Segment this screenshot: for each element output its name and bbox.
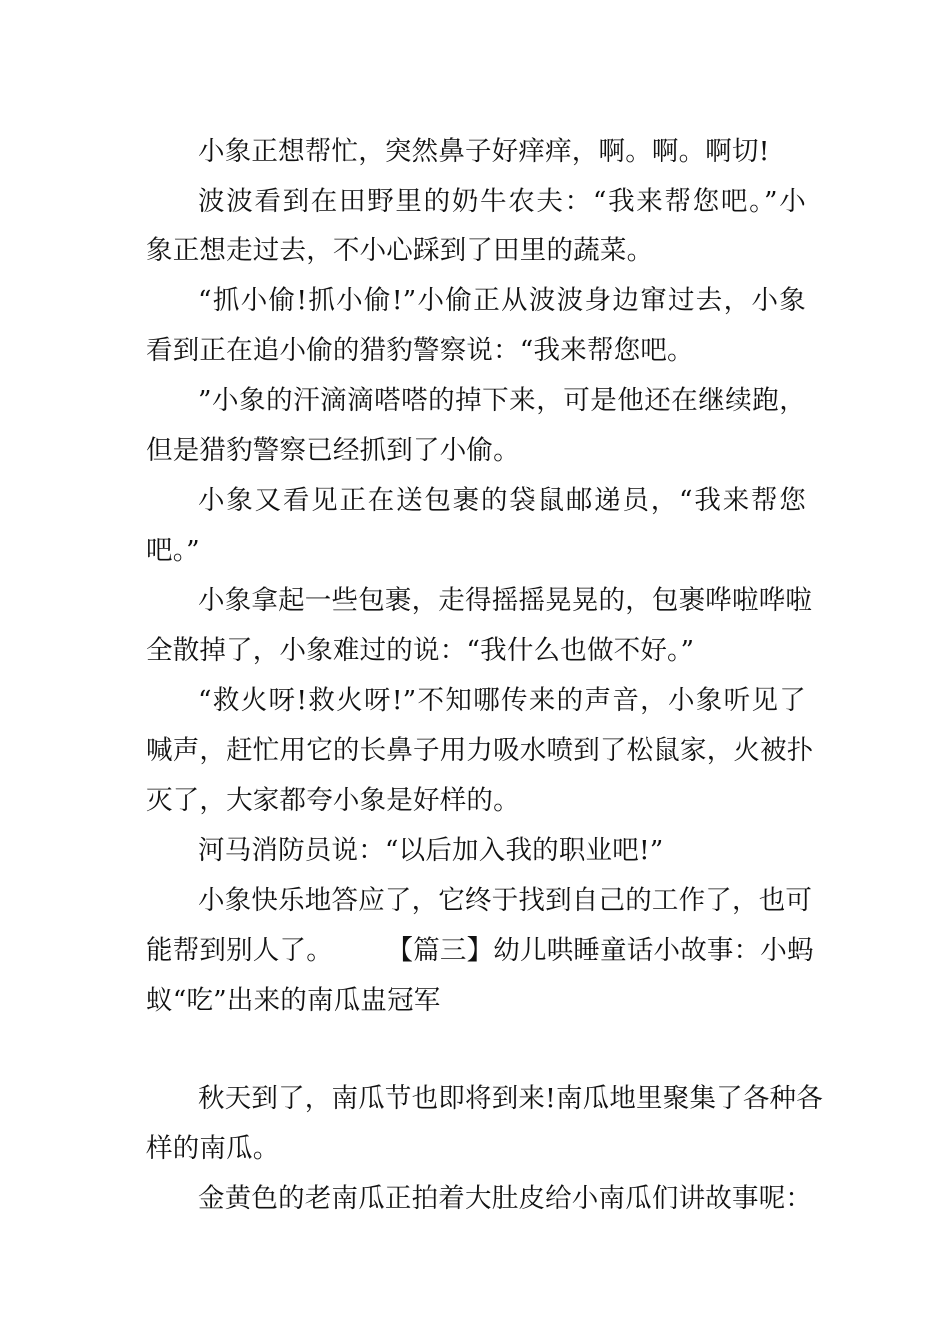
text-line: ”小象的汗滴滴嗒嗒的掉下来，可是他还在继续跑， xyxy=(198,385,806,416)
text-line: 小象拿起一些包裹，走得摇摇晃晃的，包裹哗啦哗啦 xyxy=(198,585,813,616)
text-line: “抓小偷!抓小偷!”小偷正从波波身边窜过去，小象 xyxy=(198,285,806,316)
text-line: 小象正想帮忙，突然鼻子好痒痒，啊。啊。啊切! xyxy=(198,136,770,167)
text-line: 灭了，大家都夸小象是好样的。 xyxy=(146,785,520,816)
text-line: 但是猎豹警察已经抓到了小偷。 xyxy=(146,435,520,466)
text-line: 秋天到了，南瓜节也即将到来!南瓜地里聚集了各种各 xyxy=(198,1083,823,1114)
text-line: “救火呀!救火呀!”不知哪传来的声音，小象听见了 xyxy=(198,685,806,716)
text-line: 小象又看见正在送包裹的袋鼠邮递员，“我来帮您 xyxy=(198,485,806,516)
text-line: 波波看到在田野里的奶牛农夫：“我来帮您吧。”小 xyxy=(198,186,806,217)
text-line: 看到正在追小偷的猎豹警察说：“我来帮您吧。 xyxy=(146,335,694,366)
text-line: 能帮到别人了。 【篇三】幼儿哄睡童话小故事：小蚂 xyxy=(146,935,814,966)
text-line: 蚁“吃”出来的南瓜盅冠军 xyxy=(146,985,441,1016)
text-line: 吧。” xyxy=(146,535,200,566)
text-line: 全散掉了，小象难过的说：“我什么也做不好。” xyxy=(146,635,695,666)
text-line: 小象快乐地答应了，它终于找到自己的工作了，也可 xyxy=(198,885,813,916)
text-line: 金黄色的老南瓜正拍着大肚皮给小南瓜们讲故事呢： xyxy=(198,1183,813,1214)
text-line: 河马消防员说：“以后加入我的职业吧!” xyxy=(198,835,664,866)
text-line: 象正想走过去，不小心踩到了田里的蔬菜。 xyxy=(146,235,654,266)
text-line: 样的南瓜。 xyxy=(146,1133,280,1164)
text-line: 喊声，赶忙用它的长鼻子用力吸水喷到了松鼠家，火被扑 xyxy=(146,735,814,766)
